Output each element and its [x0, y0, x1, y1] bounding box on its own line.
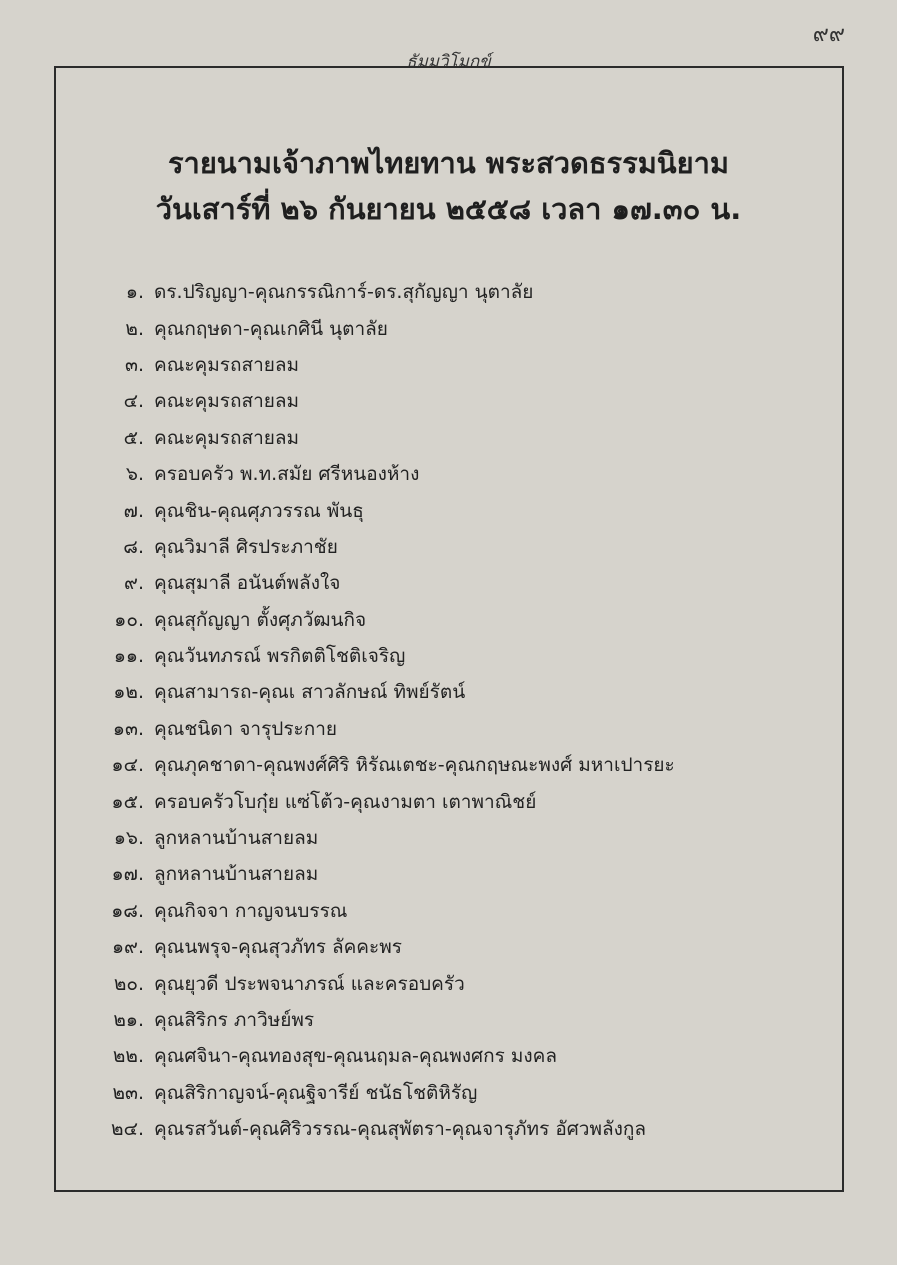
item-number: ๑.	[125, 281, 144, 304]
donor-name: ลูกหลานบ้านสายลม	[154, 827, 319, 850]
donor-name: คุณยุวดี ประพจนาภรณ์ และครอบครัว	[154, 972, 465, 995]
list-item	[0, 747, 897, 783]
item-number: ๑๑.	[113, 645, 144, 668]
list-item	[0, 565, 897, 601]
running-header: ธัมมวิโมกข์	[406, 52, 491, 72]
item-number: ๒๒.	[112, 1045, 144, 1068]
item-number: ๖.	[125, 463, 144, 486]
page-title: รายนามเจ้าภาพไทยทาน พระสวดธรรมนิยาม	[167, 146, 730, 180]
donor-name: คุณชนิดา จารุประกาย	[154, 717, 338, 740]
item-number: ๓.	[124, 353, 144, 376]
donor-name: ครอบครัว พ.ท.สมัย ศรีหนองห้าง	[154, 463, 420, 486]
list-item	[0, 929, 897, 965]
list-item	[0, 893, 897, 929]
item-number: ๑๘.	[111, 899, 144, 922]
list-item	[0, 965, 897, 1001]
donor-name: คุณชิน-คุณศุภวรรณ พันธุ	[154, 499, 364, 522]
list-item	[0, 492, 897, 528]
list-item	[0, 602, 897, 638]
donor-list	[0, 274, 897, 1147]
item-number: ๔.	[123, 390, 144, 413]
list-item	[0, 674, 897, 710]
list-item	[0, 1111, 897, 1147]
list-item	[0, 1038, 897, 1074]
list-item	[0, 856, 897, 892]
list-item	[0, 310, 897, 346]
list-item	[0, 274, 897, 310]
donor-name: ครอบครัวโบกุ๋ย แซ่โต้ว-คุณงามตา เตาพาณิชย์	[154, 790, 537, 813]
page-number: ๙๙	[812, 22, 845, 47]
item-number: ๑๐.	[114, 608, 144, 631]
donor-name: คุณภุคชาดา-คุณพงศ์ศิริ หิรัณเตชะ-คุณกฤษณะพงศ์ มหาเปารยะ	[154, 754, 675, 777]
donor-name: คุณสิริกร ภาวิษย์พร	[154, 1009, 315, 1031]
donor-name: คณะคุมรถสายลม	[154, 353, 300, 376]
list-item	[0, 820, 897, 856]
donor-name: ดร.ปริญญา-คุณกรรณิการ์-ดร.สุกัญญา นุตาลัย	[154, 281, 534, 304]
item-number: ๒๔.	[111, 1118, 144, 1141]
item-number: ๗.	[123, 499, 144, 522]
item-number: ๒๓.	[112, 1081, 144, 1104]
item-number: ๒.	[125, 317, 144, 340]
item-number: ๕.	[123, 426, 144, 449]
list-item	[0, 383, 897, 419]
donor-name: คุณนพรุจ-คุณสุวภัทร ลัคคะพร	[154, 936, 402, 959]
item-number: ๑๒.	[113, 681, 144, 704]
item-number: ๒๐.	[113, 972, 144, 995]
item-number: ๑๔.	[111, 754, 144, 777]
list-item	[0, 783, 897, 819]
item-number: ๙.	[124, 572, 144, 595]
donor-name: คุณวันทภรณ์ พรกิตติโชติเจริญ	[154, 645, 406, 668]
list-item	[0, 420, 897, 456]
item-number: ๑๕.	[111, 790, 144, 813]
list-item	[0, 347, 897, 383]
list-item	[0, 638, 897, 674]
list-item	[0, 1002, 897, 1038]
donor-name: คุณสิริกาญจน์-คุณฐิจารีย์ ชนัธโชติหิรัญ	[154, 1081, 478, 1104]
item-number: ๑๙.	[111, 936, 144, 959]
donor-name: คุณสุมาลี อนันต์พลังใจ	[154, 572, 341, 595]
donor-name: ลูกหลานบ้านสายลม	[154, 863, 319, 886]
list-item	[0, 711, 897, 747]
item-number: ๑๗.	[111, 863, 144, 886]
donor-name: คณะคุมรถสายลม	[154, 426, 300, 449]
list-item	[0, 456, 897, 492]
donor-name: คุณสุกัญญา ตั้งศุภวัฒนกิจ	[154, 608, 367, 631]
item-number: ๘.	[123, 535, 144, 558]
item-number: ๑๓.	[112, 717, 144, 740]
donor-name: คุณวิมาลี ศิรประภาชัย	[154, 535, 338, 558]
item-number: ๑๖.	[113, 827, 144, 850]
donor-name: คุณรสวันต์-คุณศิริวรรณ-คุณสุพัตรา-คุณจารุภัทร อัศวพลังกูล	[154, 1118, 647, 1141]
donor-name: คุณกฤษดา-คุณเกศินี นุตาลัย	[154, 317, 388, 340]
item-number: ๒๑.	[113, 1009, 144, 1031]
list-item	[0, 1075, 897, 1111]
list-item	[0, 529, 897, 565]
page-subtitle: วันเสาร์ที่ ๒๖ กันยายน ๒๕๕๘ เวลา ๑๗.๓๐ น.	[155, 192, 742, 226]
donor-name: คุณศจินา-คุณทองสุข-คุณนฤมล-คุณพงศกร มงคล	[154, 1045, 557, 1068]
donor-name: คุณสามารถ-คุณเ สาวลักษณ์ ทิพย์รัตน์	[154, 681, 466, 704]
donor-name: คณะคุมรถสายลม	[154, 390, 300, 413]
donor-name: คุณกิจจา กาญจนบรรณ	[154, 899, 348, 922]
